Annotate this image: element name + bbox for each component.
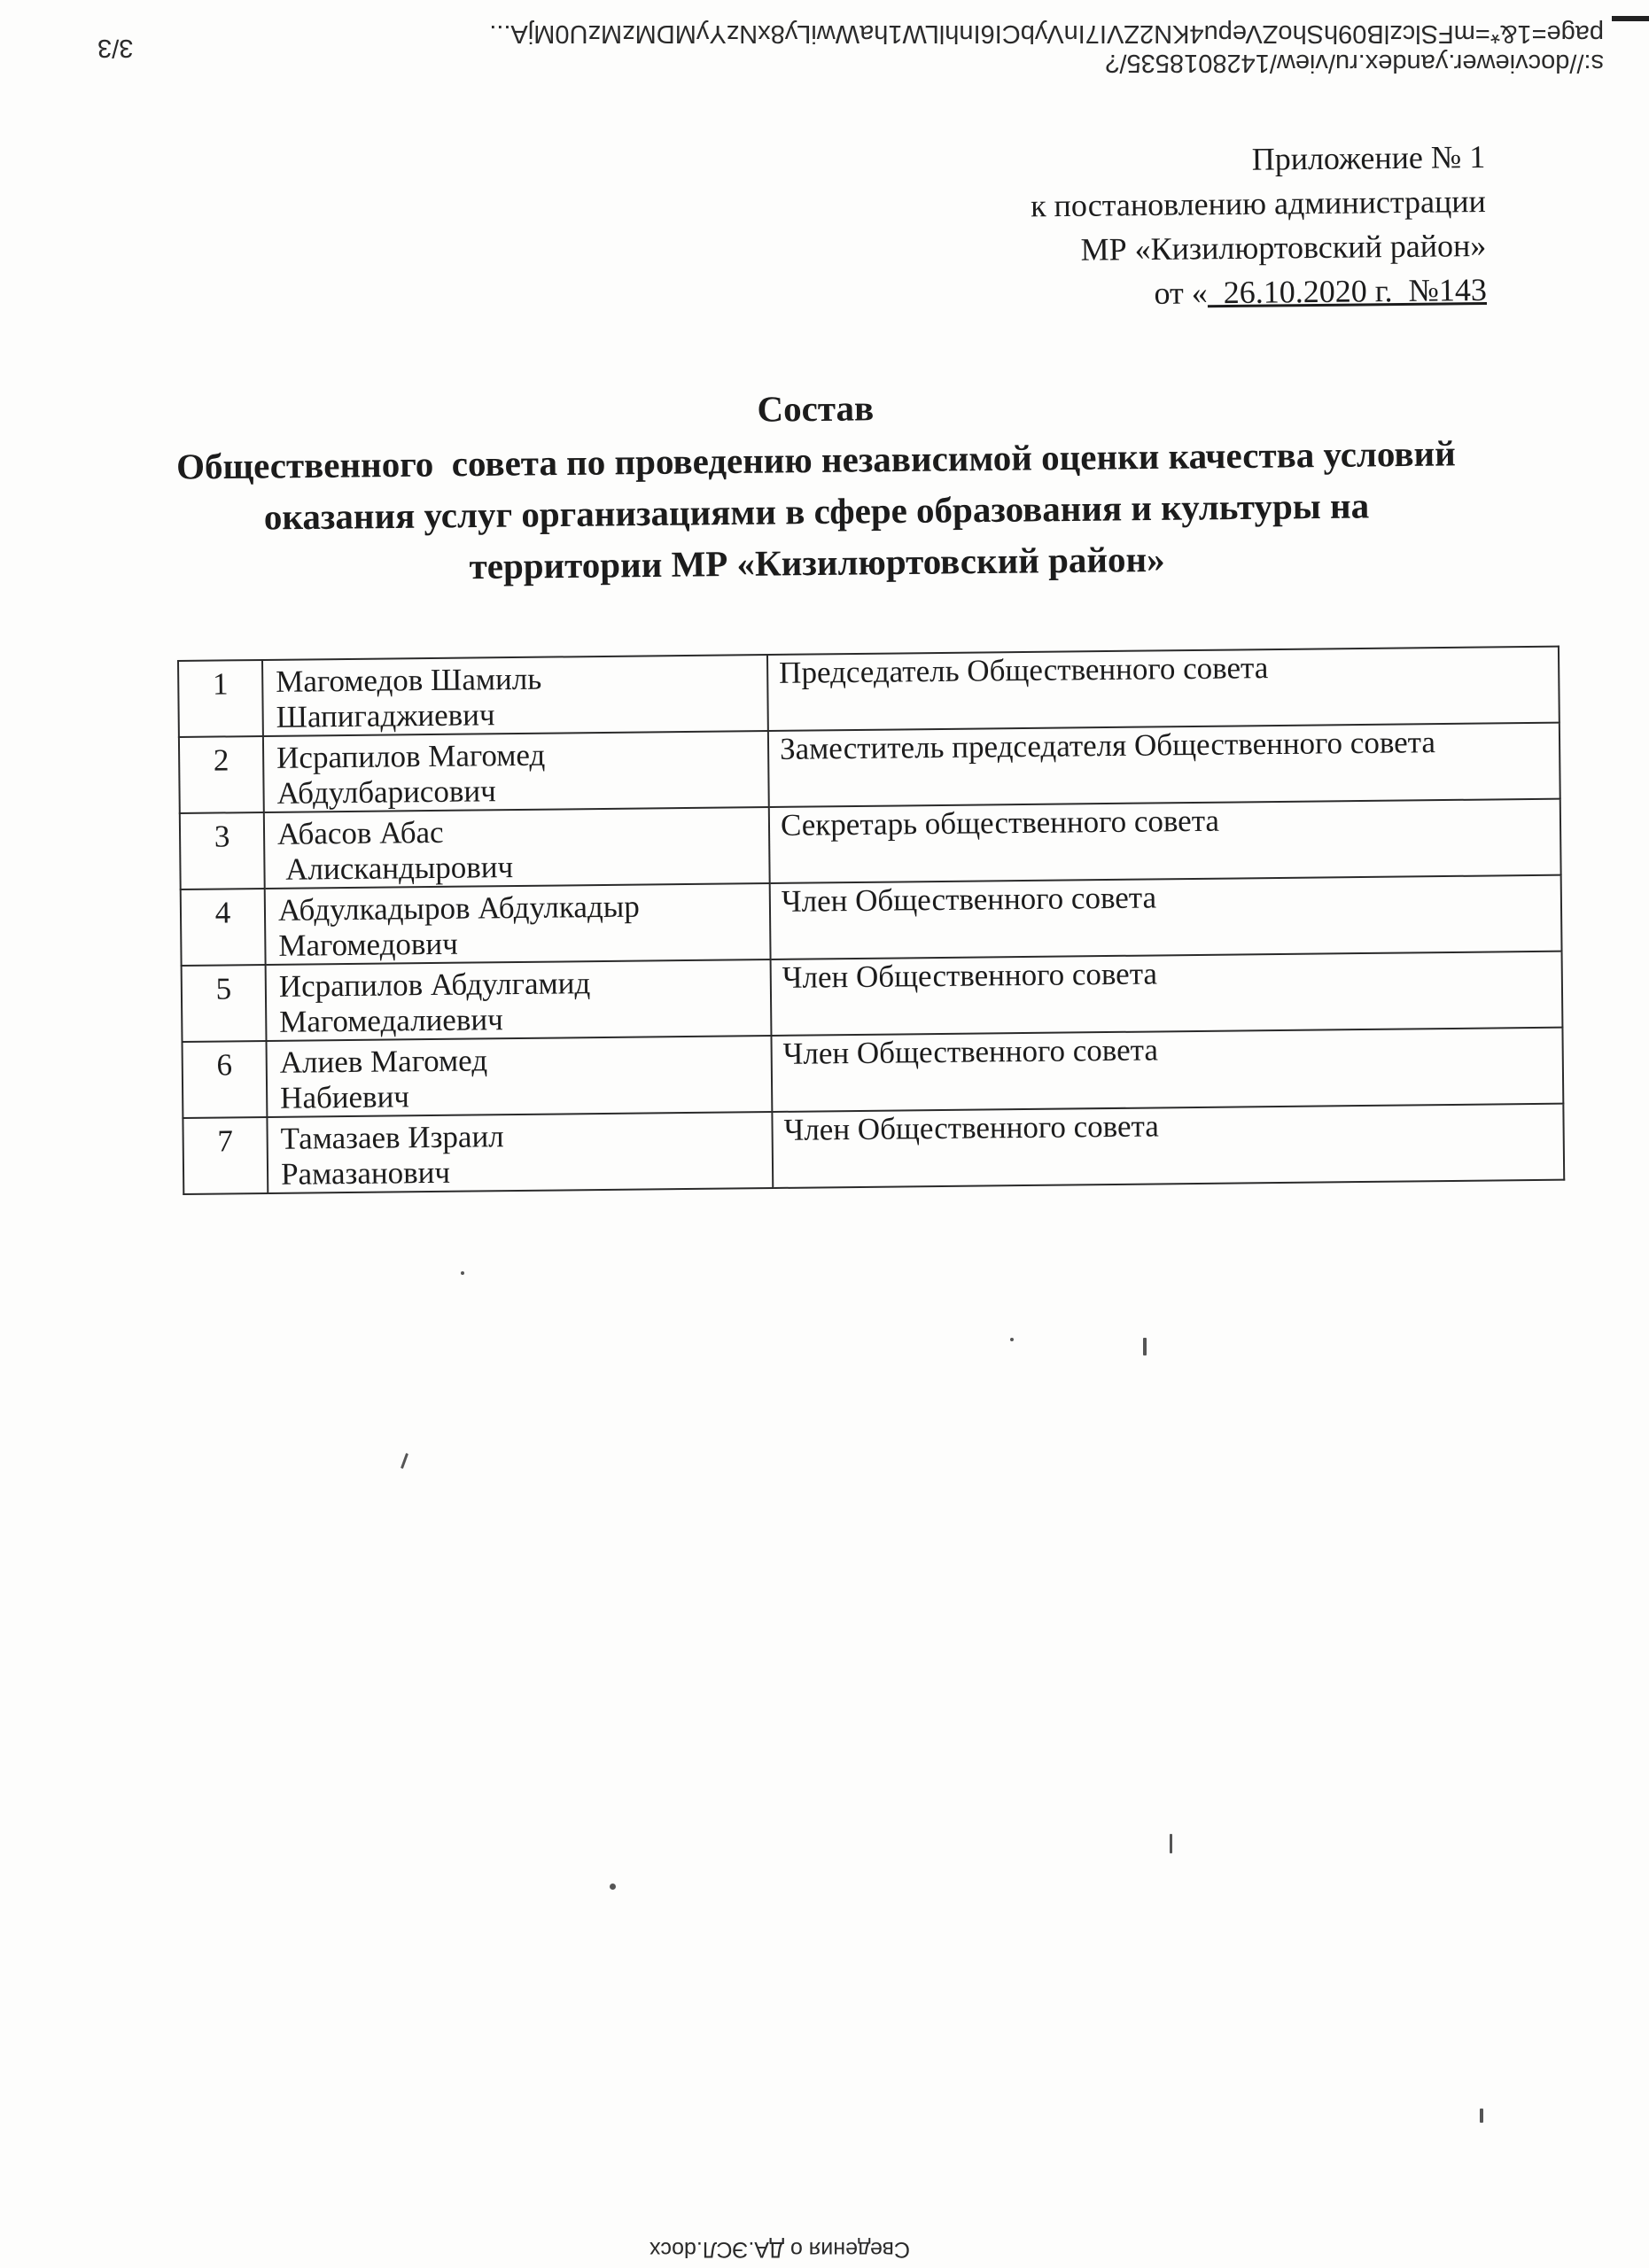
title-line-2: Общественного совета по проведению независимой оценки качества условий [175,432,1457,487]
date-value: 26.10.2020 г. №143 [1207,271,1488,311]
member-name [267,1112,773,1193]
member-patronymic: Набиевич [279,1079,410,1115]
table-row [183,1028,1564,1118]
member-role: Заместитель председателя Общественного совета [768,723,1560,807]
member-name [262,655,768,736]
table-row [180,799,1561,889]
scan-speck [1010,1338,1014,1341]
member-surname: Алиев Магомед [279,1043,488,1080]
member-name [266,959,772,1041]
member-name [265,883,771,965]
appendix-district: МР «Кизилюртовский район» [1080,227,1487,268]
table-row [179,723,1560,813]
member-role: Секретарь общественного совета [769,799,1561,883]
table-row [183,1104,1564,1194]
title-line-3: оказания услуг организациями в сфере образования и культуры на [263,485,1370,538]
member-surname: Абасов Абас [276,814,444,851]
member-name [264,807,770,889]
appendix-number: Приложение № 1 [1251,138,1486,177]
member-patronymic: Шапигаджиевич [276,697,495,734]
member-surname: Магомедов Шамиль [276,661,542,699]
row-number: 4 [181,889,266,966]
member-role: Член Общественного совета [771,951,1563,1036]
member-role: Член Общественного совета [770,875,1562,959]
member-role: Член Общественного совета [772,1104,1564,1188]
table-row [182,951,1563,1042]
table-row [181,875,1562,966]
row-number: 6 [183,1041,268,1118]
row-number: 1 [178,660,263,737]
member-surname: Тамазаев Израил [280,1119,504,1156]
member-role: Председатель Общественного совета [767,647,1560,731]
table-row [178,647,1560,737]
page-counter: 3/3 [97,34,134,63]
appendix-resolution-line: к постановлению администрации [1030,183,1486,224]
council-members-table [177,646,1565,1195]
member-patronymic: Магомедалиевич [279,1002,503,1039]
appendix-block [688,135,1487,320]
scan-speck [401,1453,408,1469]
member-patronymic: Абдулбарисович [276,773,496,811]
row-number: 2 [179,736,264,813]
member-patronymic: Рамазанович [280,1154,451,1192]
scan-speck [1170,1834,1172,1853]
scan-edge-mark [1612,16,1649,21]
member-surname: Исрапилов Абдулгамид [278,966,591,1004]
member-patronymic: Алискандырович [277,850,514,887]
scan-speck [610,1884,616,1890]
row-number: 5 [182,965,267,1042]
appendix-date-line [689,268,1487,320]
member-surname: Абдулкадыров Абдулкадыр [277,889,640,928]
scan-speck [1480,2109,1483,2123]
member-name [267,1036,773,1117]
member-patronymic: Магомедович [278,926,458,963]
scan-speck [1143,1338,1147,1355]
printed-footer: Сведения о ДА.ЭСЛ.docx [649,2237,910,2262]
title-line-4: территории МР «Кизилюртовский район» [469,538,1165,587]
document-title [133,376,1499,595]
scan-speck [461,1271,464,1275]
printed-url-header [97,19,1604,77]
member-role: Член Общественного совета [771,1028,1563,1112]
title-line-1: Состав [757,387,875,430]
row-number: 7 [183,1117,268,1194]
member-surname: Исрапилов Магомед [276,737,546,775]
row-number: 3 [180,812,265,889]
member-name [263,731,769,812]
url-text: s://docviewer.yandex.ru/view/1428018535/?page=1&*=mFSlczlB09hShoZVepu4KN2ZVI7InVybCI6InhlLW1haWwiLy8xNzYyMDMzMzU0MjA... [489,19,1604,77]
date-prefix: от « [1154,275,1208,311]
